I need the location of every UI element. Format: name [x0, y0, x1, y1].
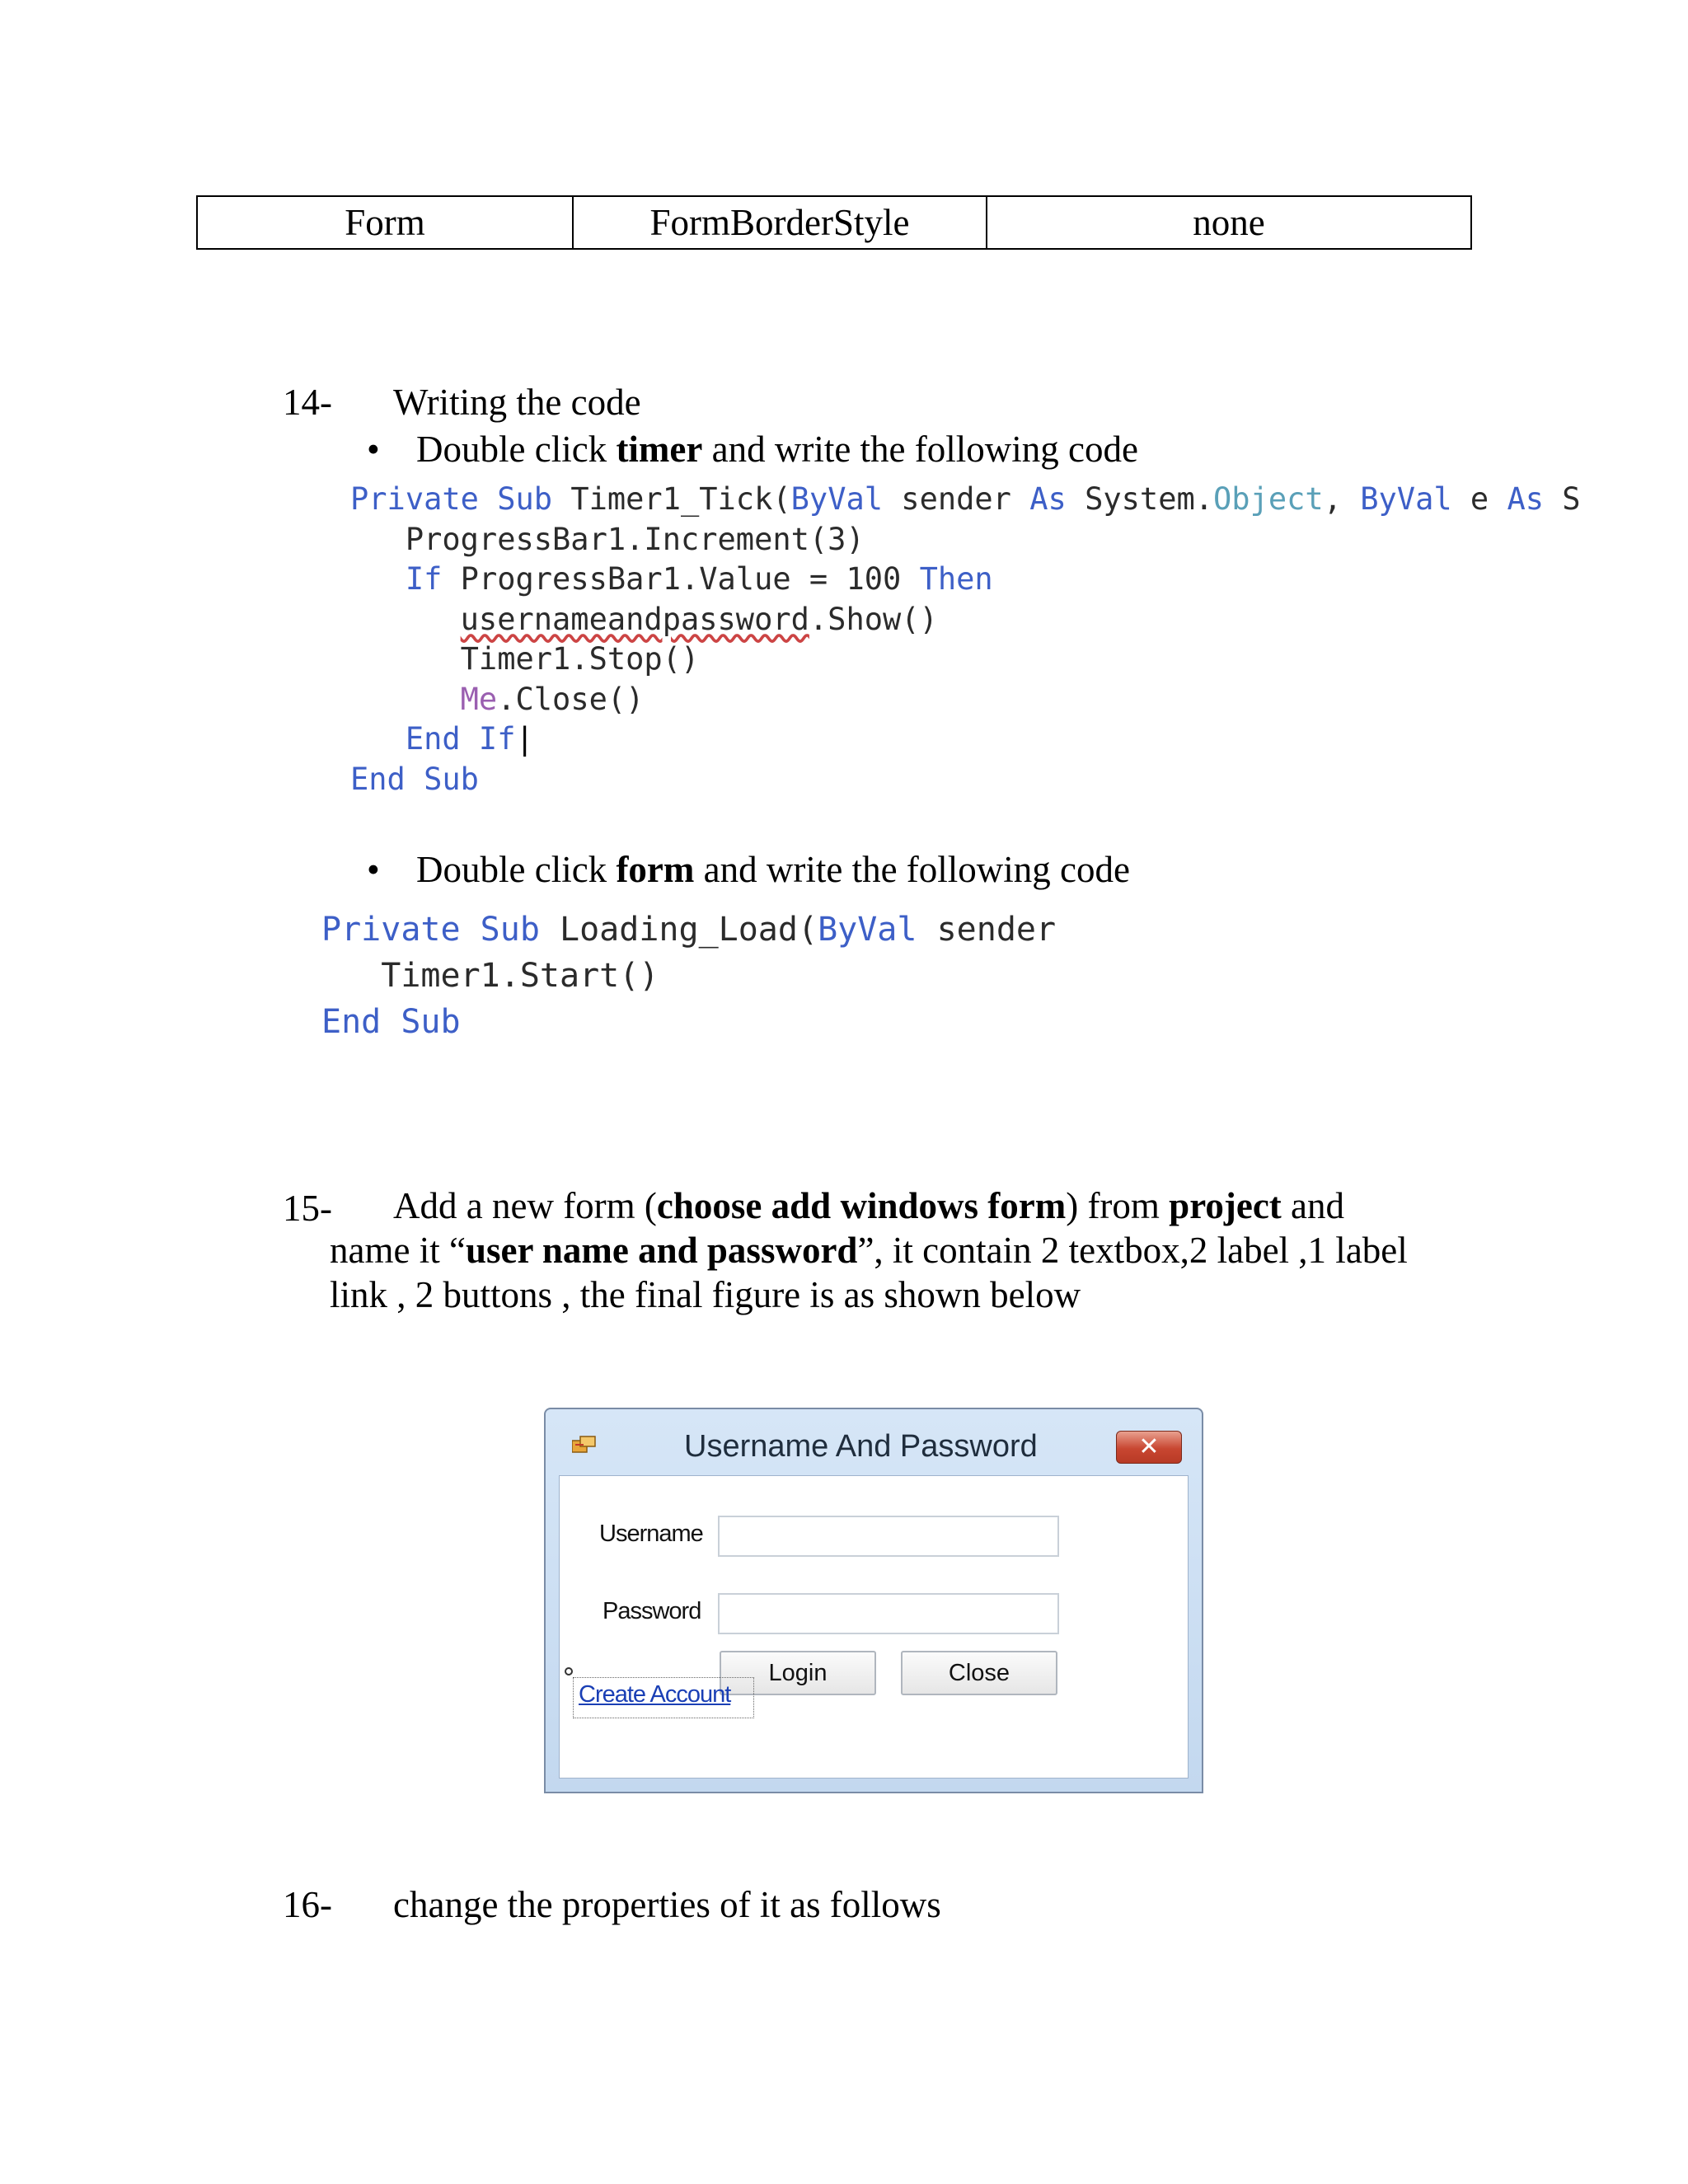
table-cell-control: Form — [197, 196, 573, 249]
username-input[interactable] — [718, 1516, 1059, 1557]
step-15-line-1: Add a new form (choose add windows form) from project and — [393, 1185, 1345, 1226]
code-line: Private Sub Timer1_Tick(ByVal sender As System.Object, ByVal e As S — [350, 481, 1581, 517]
table-row — [197, 196, 1471, 249]
app-form-icon — [572, 1436, 597, 1454]
dialog-title: Username And Password — [684, 1429, 1038, 1464]
code-line: End Sub — [321, 1003, 461, 1041]
code-line: ProgressBar1.Increment(3) — [405, 521, 865, 557]
code-block-timer-tick: Private Sub Timer1_Tick(ByVal sender As System.Object, ByVal e As S ProgressBar1.Increment(3) If ProgressBar1.Value = 100 Then usernameandpassword.Show() Timer1.Stop() Me.Close() End If| End Sub — [350, 481, 1581, 797]
table-cell-property: FormBorderStyle — [573, 196, 987, 249]
code-line: Me.Close() — [460, 681, 645, 717]
code-line: Timer1.Stop() — [460, 641, 700, 677]
create-account-linklabel[interactable] — [573, 1677, 754, 1718]
dialog-client-area — [559, 1475, 1189, 1779]
password-label: Password — [603, 1598, 701, 1624]
selection-handle — [565, 1667, 573, 1675]
step-text: change the properties of it as follows — [393, 1884, 941, 1925]
bullet-text: Double click timer and write the following code — [416, 429, 1138, 470]
username-password-dialog — [544, 1408, 1203, 1793]
username-label: Username — [599, 1521, 703, 1547]
step-15-line-2: name it “user name and password”, it contain 2 textbox,2 label ,1 label — [330, 1230, 1408, 1271]
create-account-link[interactable]: Create Account — [579, 1681, 731, 1708]
step-number: 16- — [283, 1884, 332, 1925]
code-line: End If — [405, 721, 516, 757]
step-15-line-3: link , 2 buttons , the final figure is as shown below — [330, 1274, 1081, 1315]
table-cell-value: none — [987, 196, 1471, 249]
properties-table — [196, 195, 1472, 250]
step-number: 14- — [283, 382, 332, 423]
window-close-button[interactable] — [1116, 1431, 1182, 1464]
code-line: End Sub — [350, 761, 479, 797]
step-number: 15- — [283, 1188, 332, 1229]
code-block-form-load — [321, 907, 1056, 1045]
close-button[interactable]: Close — [901, 1651, 1057, 1695]
code-line: Timer1.Start() — [381, 957, 659, 995]
code-line: Private Sub Loading_Load(ByVal sender — [321, 911, 1057, 949]
code-line: If ProgressBar1.Value = 100 Then — [405, 561, 993, 597]
bullet-dot: • — [367, 849, 380, 890]
dialog-titlebar — [546, 1409, 1202, 1475]
bullet-dot: • — [367, 429, 380, 470]
step-text: Writing the code — [393, 382, 641, 423]
close-icon: ✕ — [1138, 1433, 1160, 1460]
password-input[interactable] — [718, 1593, 1059, 1634]
login-button[interactable]: Login — [720, 1651, 876, 1695]
bullet-text: Double click form and write the following code — [416, 849, 1130, 890]
code-line: usernameandpassword.Show() — [460, 601, 938, 637]
